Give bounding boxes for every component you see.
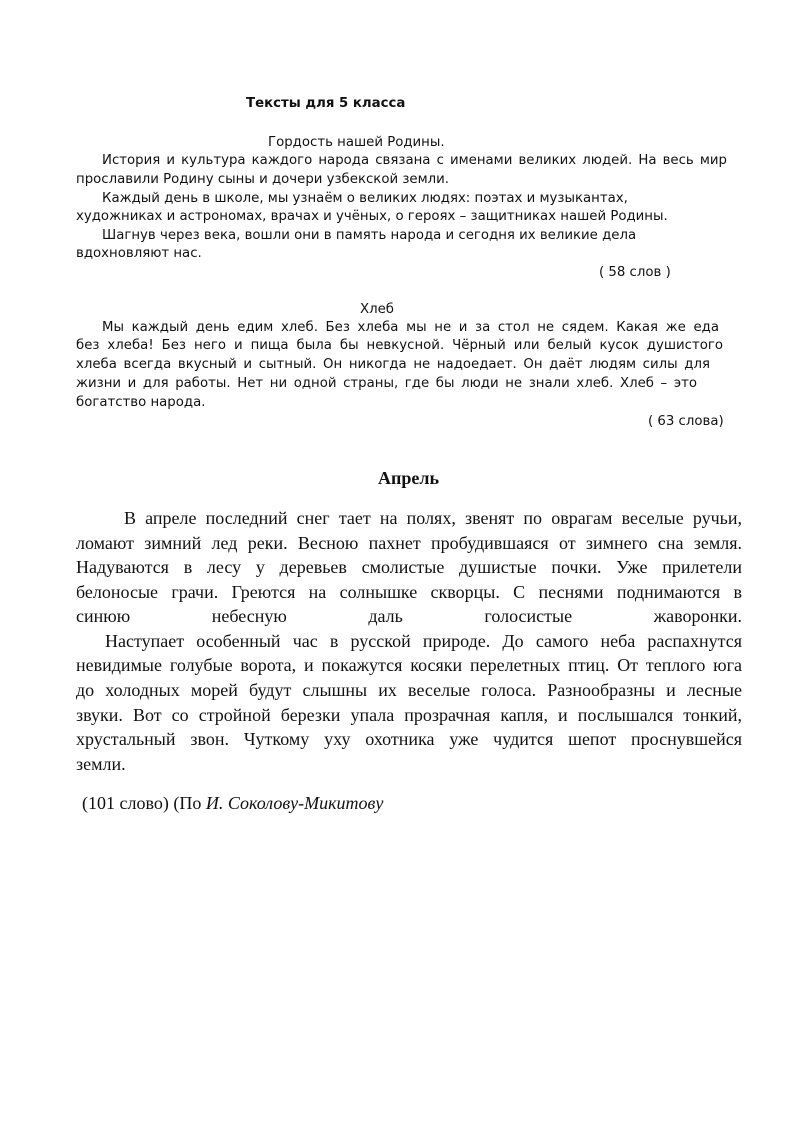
text2-title: Хлеб xyxy=(360,302,394,317)
text3-source xyxy=(82,791,383,815)
text1-line-3: Каждый день в школе, мы узнаём о великих людях: поэтах и музыкантах, xyxy=(102,191,628,206)
text1-line-5: Шагнув через века, вошли они в память народа и сегодня их великие дела xyxy=(102,228,637,243)
text3-line-7: невидимые голубые ворота, и покажутся косяки перелетных птиц. От теплого юга xyxy=(76,655,742,675)
text3-line-10: хрустальный звон. Чуткому уху охотника уже чудится шепот проснувшейся xyxy=(76,729,742,749)
text2-line-1: Мы каждый день едим хлеб. Без хлеба мы не и за стол не сядем. Какая же еда xyxy=(102,320,719,335)
text3-author: И. Соколову-Микитову xyxy=(205,793,384,813)
text3-line-6: Наступает особенный час в русской природе. До самого неба распахнутся xyxy=(105,631,742,651)
text3-line-11: земли. xyxy=(76,754,126,774)
text1-title: Гордость нашей Родины. xyxy=(268,135,445,150)
text3-line-9: звуки. Вот со стройной березки упала прозрачная капля, и послышался тонкий, xyxy=(76,705,742,725)
text2-line-3: хлеба всегда вкусный и сытный. Он никогда не надоедает. Он даёт людям силы для xyxy=(76,357,710,372)
text1-line-6: вдохновляют нас. xyxy=(76,246,202,261)
text3-line-4: белоносые грачи. Греются на солнышке скворцы. С песнями поднимаются в xyxy=(76,582,742,602)
text2-line-2: без хлеба! Без него и пища была бы невкусной. Чёрный или белый кусок душистого xyxy=(76,338,723,353)
text1-word-count: ( 58 слов ) xyxy=(599,265,671,280)
text1-line-4: художниках и астрономах, врачах и учёных, о героях – защитниках нашей Родины. xyxy=(76,209,668,224)
text1-line-2: прославили Родину сыны и дочери узбекской земли. xyxy=(76,172,449,187)
text3-line-8: до холодных морей будут слышны их веселые голоса. Разнообразны и лесные xyxy=(76,680,742,700)
text3-line-2: ломают зимний лед реки. Весною пахнет пробудившаяся от зимнего сна земля. xyxy=(76,533,742,553)
page-title: Тексты для 5 класса xyxy=(246,96,406,111)
text3-line-1: В апреле последний снег тает на полях, звенят по оврагам веселые ручьи, xyxy=(124,508,742,528)
text1-line-1: История и культура каждого народа связана с именами великих людей. На весь мир xyxy=(102,153,727,168)
text3-word-count: (101 слово) (По xyxy=(82,793,206,813)
text3-title: Апрель xyxy=(378,468,439,488)
text2-line-5: богатство народа. xyxy=(76,395,206,410)
text3-line-3: Надуваются в лесу у деревьев смолистые душистые почки. Уже прилетели xyxy=(76,557,742,577)
text2-word-count: ( 63 слова) xyxy=(648,414,724,429)
text3-line-5: синюю небесную даль голосистые жаворонки. xyxy=(76,606,742,626)
text2-line-4: жизни и для работы. Нет ни одной страны, где бы люди не знали хлеб. Хлеб – это xyxy=(76,376,697,391)
